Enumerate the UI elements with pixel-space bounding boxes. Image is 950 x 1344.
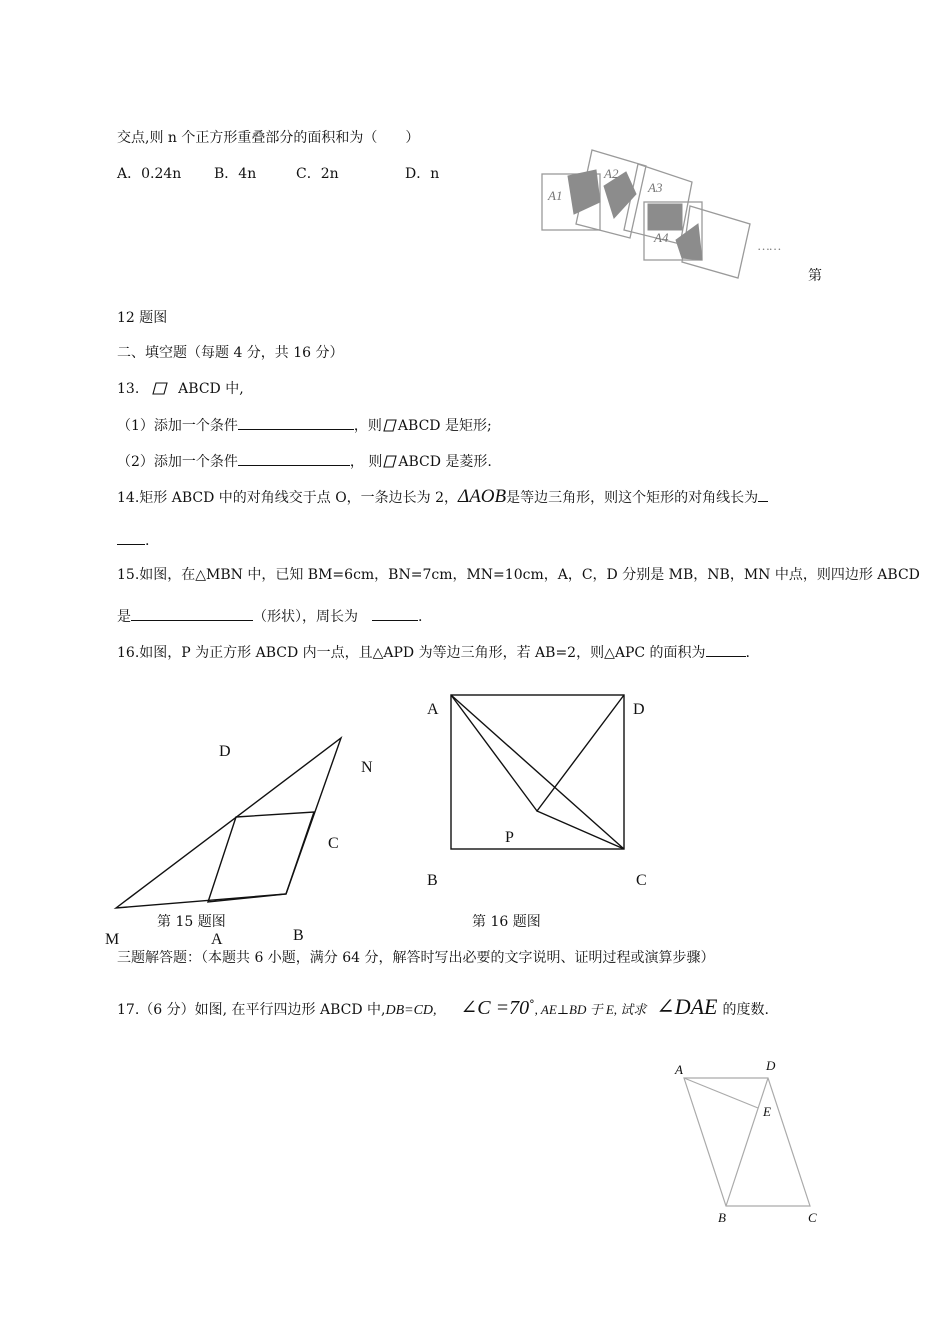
q12-caption-part2: 12 题图 xyxy=(117,310,168,326)
q13-part2 xyxy=(117,451,492,472)
figure-15 xyxy=(100,730,400,950)
fig12-label-a2: A2 xyxy=(604,166,619,181)
q16-blank[interactable] xyxy=(706,642,746,657)
fig15-label-m: M xyxy=(105,931,120,948)
fig12-label-a1: A1 xyxy=(548,188,563,203)
fig17-label-a: A xyxy=(675,1062,683,1077)
fig15-label-a: A xyxy=(211,931,223,948)
q13-part2-result: ABCD 是菱形. xyxy=(398,454,492,470)
q17-condition-2: , AE⊥BD 于 E, 试求 xyxy=(534,1002,647,1017)
fig17-label-c: C xyxy=(808,1210,817,1225)
parallelogram-icon xyxy=(383,455,397,468)
q15-perimeter-blank[interactable] xyxy=(372,606,418,621)
q14-line xyxy=(117,487,768,508)
fig17-label-e: E xyxy=(763,1104,771,1119)
q17-text: 17.（6 分）如图, 在平行四边形 ABCD 中, xyxy=(117,1002,386,1018)
q13-part2-then: ， 则 xyxy=(349,454,383,470)
q16-line xyxy=(117,642,750,663)
fig15-label-n: N xyxy=(361,759,373,776)
q12-caption-part1: 第 xyxy=(808,268,822,284)
q14-text: 14.矩形 ABCD 中的对角线交于点 O，一条边长为 2， xyxy=(117,490,459,506)
q13-part1-blank[interactable] xyxy=(238,415,354,430)
q13-part1 xyxy=(117,415,492,436)
q17-text-2: 的度数. xyxy=(722,1002,769,1018)
q17-angle-dae: ∠DAE xyxy=(656,994,718,1019)
q14-blank-end[interactable] xyxy=(117,530,145,545)
q13-part1-then: ，则 xyxy=(353,418,382,434)
q13-part1-text: （1）添加一个条件 xyxy=(117,418,238,434)
q12-option-c: C．2n xyxy=(296,166,339,182)
parallelogram-icon xyxy=(383,419,397,432)
q14-blank-start[interactable] xyxy=(758,487,768,502)
q17-angle-c: ∠C =70 xyxy=(460,997,530,1019)
section-2-title: 二、填空题（每题 4 分，共 16 分） xyxy=(117,345,344,361)
q15-line-2 xyxy=(117,606,422,627)
figure-15-caption: 第 15 题图 xyxy=(157,914,226,930)
q16-period: . xyxy=(745,645,750,661)
q17-line xyxy=(117,990,769,1026)
fig16-label-b: B xyxy=(427,872,438,889)
q12-line: 交点,则 n 个正方形重叠部分的面积和为（ ） xyxy=(117,130,420,146)
q14-text-2: 是等边三角形，则这个矩形的对角线长为 xyxy=(506,490,759,506)
fig16-label-d: D xyxy=(633,701,645,718)
q13-part2-text: （2）添加一个条件 xyxy=(117,454,238,470)
q15-period: . xyxy=(418,609,423,625)
q15-line: 15.如图，在△MBN 中，已知 BM=6cm，BN=7cm，MN=10cm，A，C，D 分别是 MB，NB，MN 中点，则四边形 ABCD xyxy=(117,567,920,583)
figure-16 xyxy=(420,690,660,900)
fig12-dots: …… xyxy=(758,238,782,253)
q12-option-a: A．0.24n xyxy=(117,166,182,182)
q16-text: 16.如图，P 为正方形 ABCD 内一点，且△APD 为等边三角形，若 AB=2，则△APC 的面积为 xyxy=(117,645,706,661)
q14-period: . xyxy=(145,533,150,549)
q13-stem xyxy=(117,379,244,399)
fig16-label-p: P xyxy=(505,829,514,846)
figure-17 xyxy=(670,1058,840,1233)
fig16-label-c: C xyxy=(636,872,647,889)
fig17-label-d: D xyxy=(766,1058,776,1073)
q13-part2-blank[interactable] xyxy=(238,451,350,466)
fig17-label-b: B xyxy=(718,1210,726,1225)
q17-condition-1: DB=CD, xyxy=(385,1003,437,1018)
q14-triangle-aob: ΔAOB xyxy=(458,486,507,507)
figure-12-squares xyxy=(530,140,782,300)
q14-line-2 xyxy=(117,530,149,551)
fig16-label-a: A xyxy=(427,701,439,718)
q17-degree-sign: ° xyxy=(529,998,535,1011)
fig15-label-b: B xyxy=(293,927,304,944)
q15-shape-blank[interactable] xyxy=(131,606,253,621)
parallelogram-icon xyxy=(152,382,168,395)
fig15-label-c: C xyxy=(328,835,339,852)
q13-stem-text: ABCD 中, xyxy=(178,381,244,397)
q13-number: 13. xyxy=(117,381,140,397)
q12-option-d: D．n xyxy=(405,166,440,182)
fig12-label-a4: A4 xyxy=(654,230,669,245)
figure-16-caption: 第 16 题图 xyxy=(472,914,541,930)
q15-text: 是 xyxy=(117,609,131,625)
section-3-title: 三题解答题：（本题共 6 小题，满分 64 分，解答时写出必要的文字说明、证明过程或演算步骤） xyxy=(117,950,715,966)
q15-text-2: （形状），周长为 xyxy=(253,609,358,625)
fig12-label-a3: A3 xyxy=(648,180,663,195)
q13-part1-result: ABCD 是矩形; xyxy=(397,418,492,434)
fig15-label-d: D xyxy=(219,743,231,760)
q12-option-b: B．4n xyxy=(214,166,257,182)
